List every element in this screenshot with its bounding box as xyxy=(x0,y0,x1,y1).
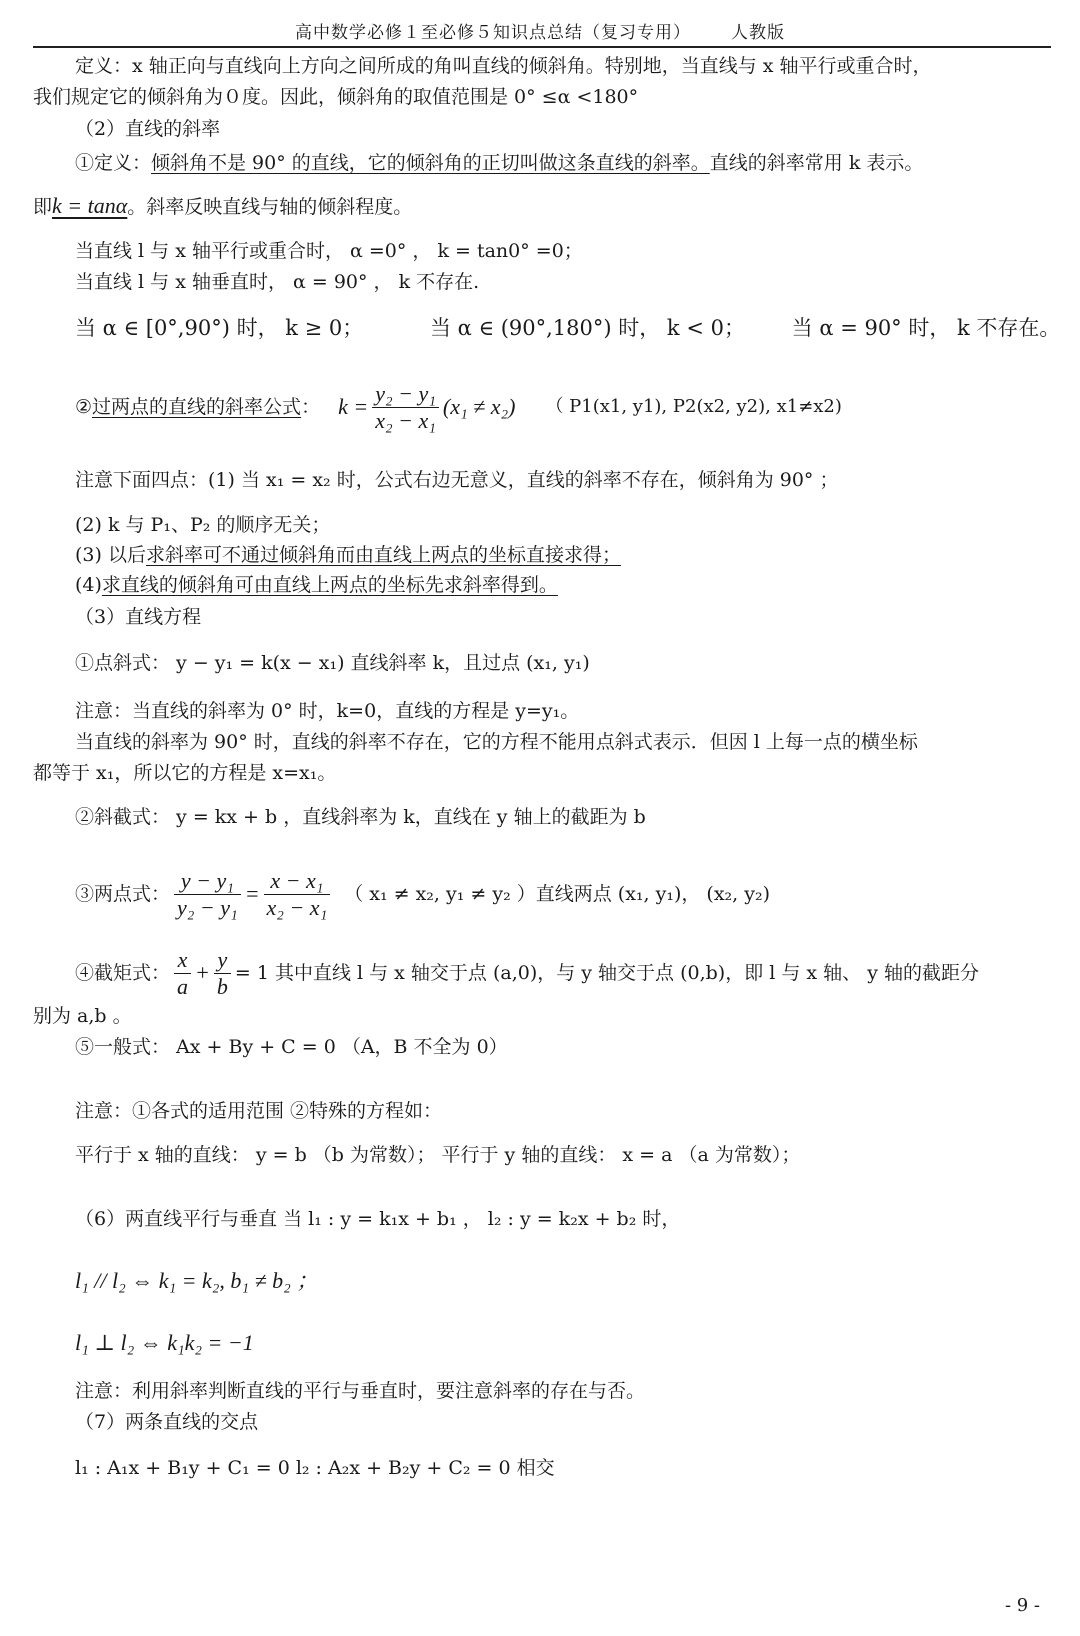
note-slope-existence: 注意：利用斜率判断直线的平行与垂直时，要注意斜率的存在与否。 xyxy=(75,1380,646,1402)
formula-colon: ： xyxy=(301,396,321,418)
slope-tan-formula: k = tanα xyxy=(52,193,128,218)
formula-points-note: （ P1(x1, y1), P2(x2, y2), x1≠x2) xyxy=(545,396,842,417)
note-point-3 xyxy=(75,542,621,568)
two-point-numerator-2: x − x₁ xyxy=(264,868,331,895)
slope-denominator: x₂ − x₁ xyxy=(375,407,436,433)
note-four-points: 注意下面四点：(1) 当 x₁ = x₂ 时，公式右边无意义，直线的斜率不存在，倾斜角为 90° ； xyxy=(75,469,839,491)
slope-tan-line xyxy=(33,193,412,220)
formula-condition: (x₁ ≠ x₂) xyxy=(442,394,516,419)
vertical-slope-note-1: 当直线的斜率为 90° 时，直线的斜率不存在，它的方程不能用点斜式表示．但因 l 上每一点的横坐标 xyxy=(75,731,918,753)
note-point-2: (2) k 与 P₁、P₂ 的顺序无关； xyxy=(75,514,331,536)
two-point-slope-formula xyxy=(75,374,842,440)
section-line-equation-heading: （3）直线方程 xyxy=(75,606,202,628)
point-slope-note: 注意：当直线的斜率为 0° 时，k=0，直线的方程是 y=y₁。 xyxy=(75,700,580,722)
formula-title: 过两点的直线的斜率公式 xyxy=(92,396,302,418)
intercept-description: = 1 其中直线 l 与 x 轴交于点 (a,0)，与 y 轴交于点 (0,b)，即 l 与 x 轴、 y 轴的截距分 xyxy=(234,962,979,984)
slope-fraction xyxy=(372,381,439,434)
two-point-form xyxy=(75,862,770,926)
section-intersection-heading: （7）两条直线的交点 xyxy=(75,1411,259,1433)
slope-numerator: y₂ − y₁ xyxy=(372,381,439,408)
two-point-form-label: ③两点式： xyxy=(75,883,171,905)
two-point-denominator-1: y₂ − y₁ xyxy=(177,894,238,920)
intercept-numerator-y: y xyxy=(214,947,231,974)
slope-definition-suffix: 直线的斜率常用 k 表示。 xyxy=(709,152,924,174)
section-slope-heading: （2）直线的斜率 xyxy=(75,118,221,140)
vertical-slope-note-2: 都等于 x₁，所以它的方程是 x=x₁。 xyxy=(33,762,337,784)
intercept-denominator-b: b xyxy=(216,973,228,999)
definition-line-1: 定义：x 轴正向与直线向上方向之间所成的角叫直线的倾斜角。特别地，当直线与 x 轴平行或重合时， xyxy=(75,55,932,77)
note-point-4 xyxy=(75,572,558,598)
angle-case-acute: 当 α ∈ [0°,90°) 时， k ≥ 0； xyxy=(75,316,364,340)
general-form: ⑤一般式： Ax + By + C = 0 （A，B 不全为 0） xyxy=(75,1036,508,1058)
intercept-form-label: ④截矩式： xyxy=(75,962,171,984)
two-point-fraction-2 xyxy=(264,868,331,921)
slope-definition-prefix: ①定义： xyxy=(75,152,152,174)
intercept-description-end: 别为 a,b 。 xyxy=(33,1005,132,1027)
parallel-condition: l₁ // l₂ ⇔ k₁ = k₂, b₁ ≠ b₂ ； xyxy=(75,1268,319,1293)
intercept-numerator-x: x xyxy=(174,947,191,974)
slope-tan-prefix: 即 xyxy=(33,196,53,218)
note-point-4-underlined: 求直线的倾斜角可由直线上两点的坐标先求斜率得到。 xyxy=(101,574,558,596)
vertical-line-case: 当直线 l 与 x 轴垂直时， α = 90° ， k 不存在. xyxy=(75,271,480,293)
intercept-fraction-y xyxy=(214,947,231,1000)
slope-definition xyxy=(75,150,923,176)
intercept-fraction-x xyxy=(174,947,191,1000)
horizontal-line-case: 当直线 l 与 x 轴平行或重合时， α =0° ， k = tan0° =0； xyxy=(75,240,583,262)
formula-marker: ② xyxy=(75,396,93,418)
intersection-equations: l₁ : A₁x + B₁y + C₁ = 0 l₂ : A₂x + B₂y + C₂ = 0 相交 xyxy=(75,1457,555,1479)
header-title: 高中数学必修１至必修５知识点总结（复习专用） xyxy=(295,23,691,43)
definition-line-2: 我们规定它的倾斜角为０度。因此，倾斜角的取值范围是 0° ≤α <180° xyxy=(33,86,639,108)
two-point-condition: （ x₁ ≠ x₂, y₁ ≠ y₂ ）直线两点 (x₁, y₁)， (x₂, y₂) xyxy=(344,883,770,905)
angle-case-obtuse: 当 α ∈ (90°,180°) 时， k < 0； xyxy=(429,316,745,340)
page-number: - 9 - xyxy=(1004,1595,1040,1616)
two-point-fraction-1 xyxy=(174,868,241,921)
slope-intercept-form: ②斜截式： y = kx + b ，直线斜率为 k，直线在 y 轴上的截距为 b xyxy=(75,806,646,828)
two-point-numerator-1: y − y₁ xyxy=(174,868,241,895)
intercept-form xyxy=(75,945,979,1001)
header-publisher: 人教版 xyxy=(731,23,785,43)
note-point-3-prefix: (3) 以后 xyxy=(75,544,146,566)
section-parallel-perpendicular: （6）两直线平行与垂直 当 l₁ : y = k₁x + b₁ ， l₂ : y = k₂x + b₂ 时， xyxy=(75,1208,681,1230)
page-header xyxy=(0,18,1080,43)
slope-definition-underlined: 倾斜角不是 90° 的直线，它的倾斜角的正切叫做这条直线的斜率。 xyxy=(151,152,710,174)
note-point-4-prefix: (4) xyxy=(75,574,102,596)
header-rule xyxy=(33,46,1051,48)
perpendicular-condition: l₁ ⊥ l₂ ⇔ k₁k₂ = −1 xyxy=(75,1330,254,1355)
point-slope-form: ①点斜式： y − y₁ = k(x − x₁) 直线斜率 k，且过点 (x₁, y₁) xyxy=(75,652,590,674)
intercept-plus: + xyxy=(195,960,210,985)
note-applicability: 注意：①各式的适用范围 ②特殊的方程如： xyxy=(75,1100,443,1122)
two-point-equals: = xyxy=(244,881,260,906)
note-point-3-underlined: 求斜率可不通过倾斜角而由直线上两点的坐标直接求得； xyxy=(145,544,621,566)
angle-cases-line xyxy=(75,315,1060,341)
two-point-denominator-2: x₂ − x₁ xyxy=(266,894,328,920)
intercept-denominator-a: a xyxy=(177,973,189,999)
angle-case-right: 当 α = 90° 时， k 不存在。 xyxy=(791,316,1061,340)
slope-tan-suffix: 。斜率反映直线与轴的倾斜程度。 xyxy=(127,196,413,218)
special-equations: 平行于 x 轴的直线： y = b （b 为常数）； 平行于 y 轴的直线： x = a （a 为常数）； xyxy=(75,1144,801,1166)
formula-k: k = xyxy=(338,394,369,419)
